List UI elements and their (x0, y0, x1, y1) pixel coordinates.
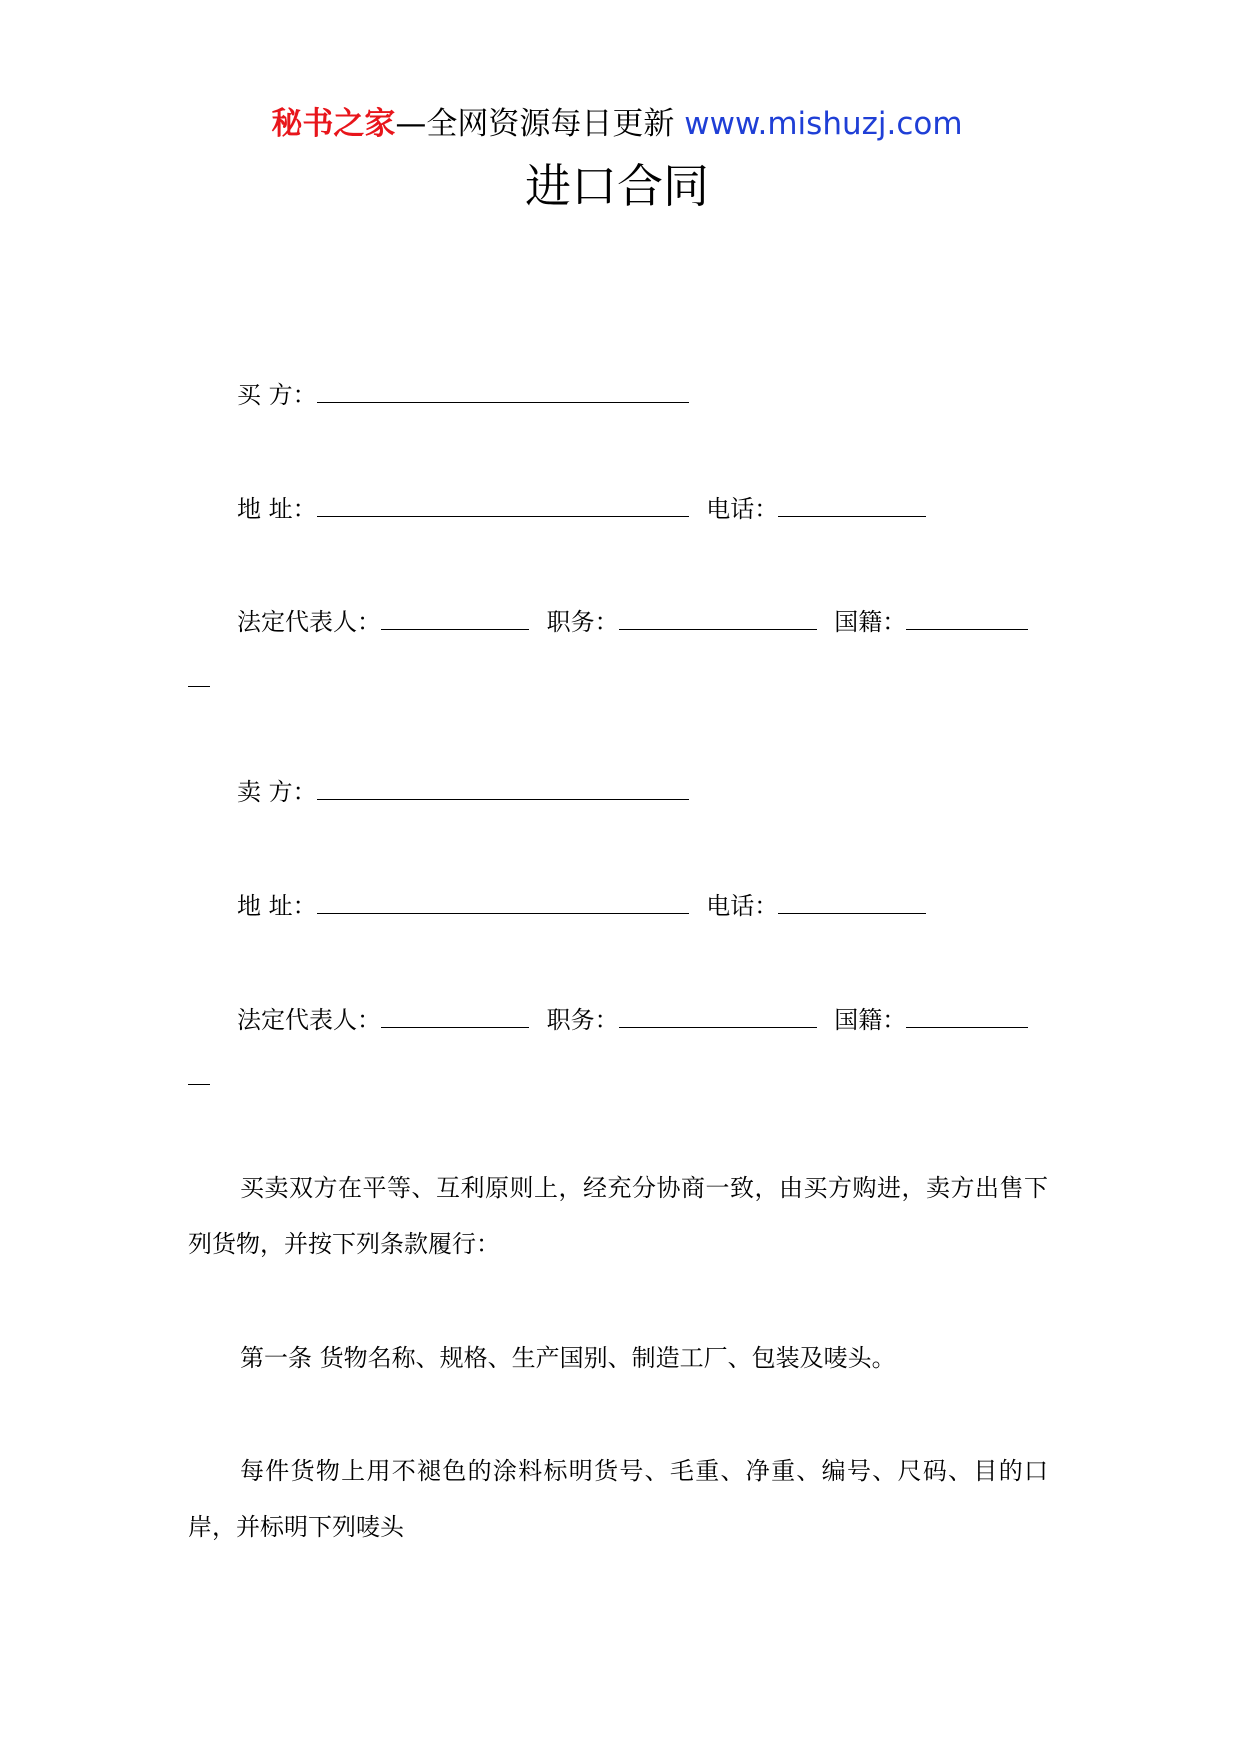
seller-position-label: 职务： (546, 1006, 619, 1034)
buyer-position-label: 职务： (546, 608, 619, 636)
buyer-label: 买 方： (237, 381, 317, 409)
seller-address-line (237, 891, 926, 921)
site-slogan: —全网资源每日更新 (395, 106, 675, 142)
article-1-heading: 第一条 货物名称、规格、生产国别、制造工厂、包装及唛头。 (240, 1344, 896, 1372)
seller-label: 卖 方： (237, 778, 317, 806)
seller-address-blank[interactable] (317, 891, 689, 914)
seller-rep-blank[interactable] (381, 1005, 529, 1028)
document-title: 进口合同 (525, 159, 709, 213)
seller-rep-line (237, 1005, 1028, 1035)
buyer-address-blank[interactable] (317, 494, 689, 517)
buyer-rep-label: 法定代表人： (237, 608, 381, 636)
buyer-position-blank[interactable] (619, 607, 817, 630)
seller-phone-label: 电话： (706, 892, 779, 920)
seller-phone-blank[interactable] (778, 891, 926, 914)
seller-position-blank[interactable] (619, 1005, 817, 1028)
seller-name-blank[interactable] (317, 777, 689, 800)
seller-address-label: 地 址： (237, 892, 317, 920)
buyer-name-blank[interactable] (317, 380, 689, 403)
brand-name: 秘书之家 (271, 106, 396, 142)
buyer-rep-blank[interactable] (381, 607, 529, 630)
buyer-address-label: 地 址： (237, 495, 317, 523)
seller-rep-label: 法定代表人： (237, 1006, 381, 1034)
buyer-nationality-blank[interactable] (906, 607, 1028, 630)
seller-nationality-label: 国籍： (834, 1006, 907, 1034)
buyer-nationality-label: 国籍： (834, 608, 907, 636)
site-url[interactable]: www.mishuzj.com (684, 106, 963, 142)
seller-nationality-blank-continued (188, 1084, 210, 1085)
buyer-phone-blank[interactable] (778, 494, 926, 517)
marking-paragraph: 每件货物上用不褪色的涂料标明货号、毛重、净重、编号、尺码、目的口岸，并标明下列唛头 (188, 1457, 1048, 1541)
buyer-rep-line (237, 607, 1028, 637)
buyer-nationality-blank-continued (188, 686, 210, 687)
buyer-address-line (237, 494, 926, 524)
seller-nationality-blank[interactable] (906, 1005, 1028, 1028)
buyer-line (237, 380, 689, 410)
seller-line (237, 777, 689, 807)
intro-paragraph: 买卖双方在平等、互利原则上，经充分协商一致，由买方购进，卖方出售下列货物，并按下列条款履行： (188, 1174, 1048, 1258)
buyer-phone-label: 电话： (706, 495, 779, 523)
site-banner (0, 104, 1234, 144)
